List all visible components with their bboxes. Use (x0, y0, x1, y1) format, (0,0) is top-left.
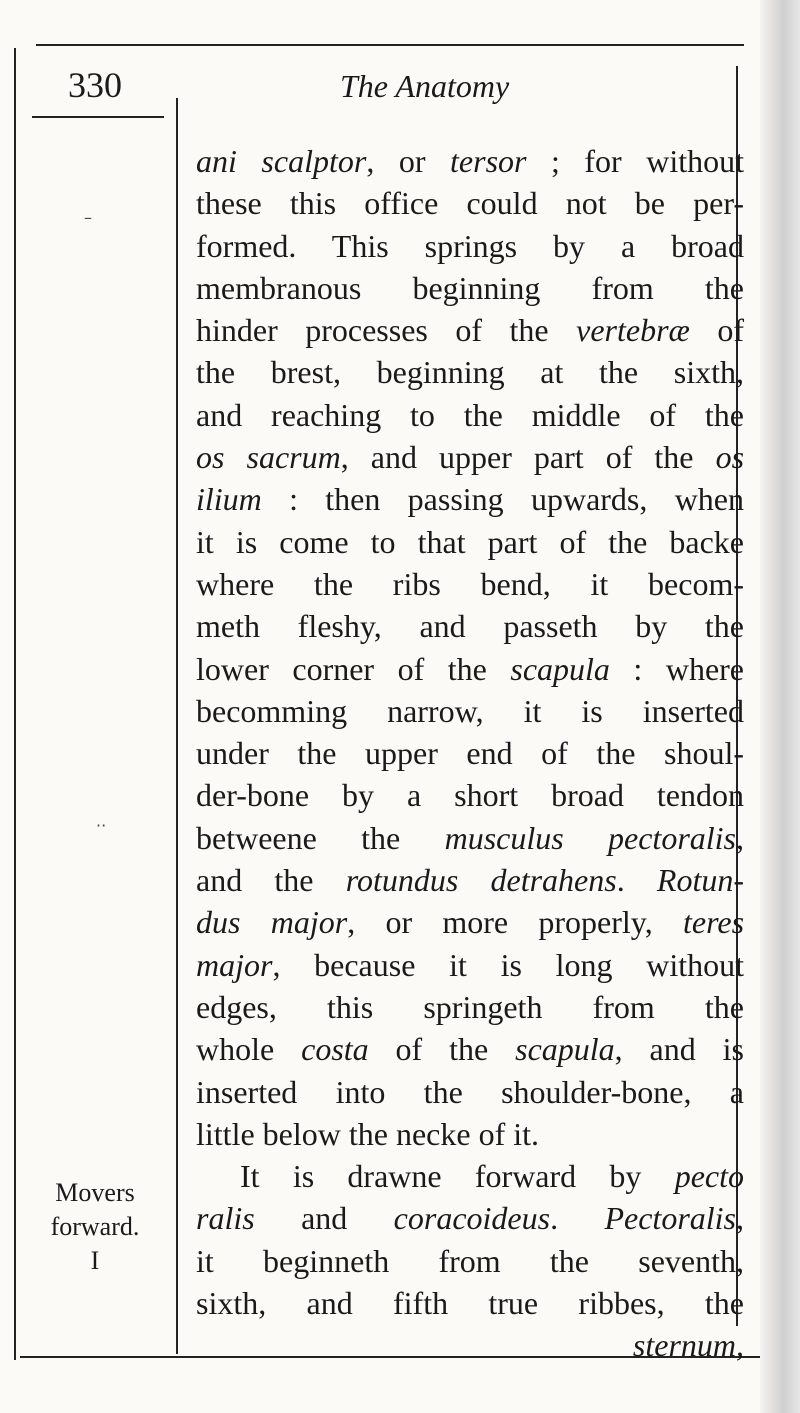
text-run: ; for without (526, 143, 745, 179)
text-line (196, 1240, 744, 1282)
text-run: . (616, 862, 657, 899)
text-run: hinder processes of the (196, 312, 577, 349)
text-run: : then passing upwards, when (261, 481, 744, 518)
text-run: whole (196, 1031, 302, 1068)
italic-text: ani scalptor (196, 143, 367, 179)
text-run: , (736, 1200, 744, 1237)
italic-text: teres (683, 904, 745, 941)
text-run: of the (368, 1031, 516, 1068)
text-line (196, 351, 744, 393)
ink-speck: – (84, 208, 92, 227)
text-run: of (689, 312, 745, 349)
text-run: formed. This springs by a broad (196, 227, 744, 264)
text-line (196, 1028, 744, 1070)
text-line (196, 1071, 744, 1113)
text-run: , (736, 819, 745, 856)
italic-text: musculus pectoralis (444, 819, 737, 856)
text-run: little below the necke of it. (196, 1115, 539, 1152)
text-run: meth fleshy, and passeth by the (196, 608, 744, 645)
text-line (196, 986, 744, 1028)
text-run: becomming narrow, it is inserted (196, 692, 744, 729)
text-run: where the ribs bend, it becom- (196, 565, 744, 602)
text-run: , and is (614, 1031, 745, 1068)
column-divider-rule (176, 98, 178, 1354)
text-line (196, 732, 744, 774)
text-run: , or (366, 143, 451, 179)
margin-note-line: Movers (55, 1178, 135, 1207)
text-line (196, 1197, 744, 1239)
text-run: under the upper end of the shoul- (196, 735, 744, 772)
text-line (196, 436, 744, 478)
text-run: membranous beginning from the (196, 269, 744, 306)
italic-text: vertebræ (576, 312, 690, 349)
italic-text: scapula (515, 1031, 615, 1068)
italic-text: pecto (674, 1158, 744, 1195)
text-line (196, 394, 744, 436)
left-border-rule (14, 48, 16, 1360)
margin-note-line: I (90, 1246, 100, 1275)
text-line (196, 1113, 744, 1155)
text-run: edges, this springeth from the (196, 988, 744, 1025)
italic-text: rotundus detrahens (345, 862, 617, 899)
text-run: inserted into the shoulder-bone, a (196, 1073, 744, 1110)
text-run: and the (196, 862, 346, 899)
ink-speck: ·· (96, 816, 107, 835)
text-line (196, 1282, 744, 1324)
margin-note (20, 1176, 170, 1278)
text-run: , and upper part of the (340, 439, 716, 476)
text-run: lower corner of the (196, 650, 511, 687)
italic-text: coracoideus (393, 1200, 551, 1237)
text-line (196, 182, 744, 224)
text-line (196, 267, 744, 309)
text-run: . (550, 1200, 605, 1237)
text-line (196, 605, 744, 647)
text-line (196, 690, 744, 732)
text-run: der-bone by a short broad tendon (196, 777, 744, 814)
italic-text: scapula (510, 650, 610, 687)
catchword: sternum, (632, 1327, 744, 1364)
margin-note-line: forward. (50, 1212, 140, 1241)
text-line (196, 225, 744, 267)
text-run: the brest, beginning at the sixth, (196, 354, 744, 391)
text-run: : where (609, 650, 745, 687)
text-line (196, 774, 744, 816)
italic-text: os (715, 439, 745, 476)
page-number: 330 (68, 65, 122, 105)
running-title: The Anatomy (340, 68, 510, 104)
italic-text: ralis (196, 1200, 255, 1237)
text-run: it beginneth from the seventh, (196, 1242, 744, 1279)
italic-text: costa (301, 1031, 369, 1068)
header-underline-rule (32, 116, 164, 118)
text-line (196, 478, 744, 520)
top-rule (36, 44, 744, 46)
italic-text: os sacrum (196, 439, 341, 476)
italic-text: Pectoralis (604, 1200, 736, 1237)
text-line (196, 648, 744, 690)
text-run: and (254, 1200, 394, 1237)
italic-text: Rotun- (656, 862, 745, 899)
text-line (196, 521, 744, 563)
text-line (196, 140, 744, 182)
italic-text: dus major (196, 904, 348, 941)
text-line (196, 309, 744, 351)
page-edge-shadow (760, 0, 800, 1413)
body-text (196, 140, 744, 1367)
text-run: it is come to that part of the backe (196, 523, 744, 560)
text-run: these this office could not be per- (196, 185, 744, 222)
italic-text: major (196, 946, 273, 983)
text-run: , because it is long without (272, 946, 744, 983)
text-line (196, 1155, 744, 1197)
text-line (196, 563, 744, 605)
text-run: betweene the (196, 819, 445, 856)
text-run: sixth, and fifth true ribbes, the (196, 1285, 744, 1322)
italic-text: tersor (450, 143, 527, 179)
italic-text: ilium (196, 481, 262, 518)
text-line (196, 859, 744, 901)
text-line (196, 901, 744, 943)
text-run: and reaching to the middle of the (196, 396, 744, 433)
text-line (196, 944, 744, 986)
text-run: It is drawne forward by (240, 1158, 675, 1195)
text-run: , or more properly, (347, 904, 683, 941)
text-line (196, 817, 744, 859)
